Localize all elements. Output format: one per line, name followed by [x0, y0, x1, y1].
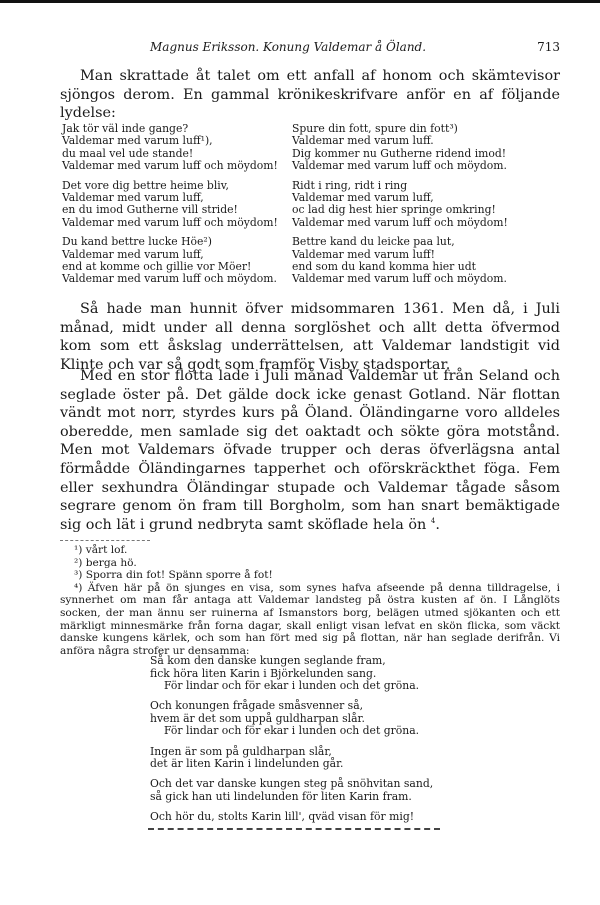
song-refrain: För lindar och för ekar i lunden och det gröna.	[164, 679, 420, 693]
verse-line: Dig kommer nu Gutherne ridend imod!	[292, 146, 507, 160]
verse-line: Jak tör väl inde gange?	[62, 122, 189, 135]
verse-column-right	[292, 123, 562, 293]
song-line: hvem är det som uppå guldharpan slår.	[150, 711, 365, 725]
verse-line: Valdemar med varum luff,	[62, 247, 204, 261]
song-line: fick höra liten Karin i Björkelunden sang.	[150, 666, 377, 680]
verse-line: end som du kand komma hier udt	[292, 260, 476, 274]
song-line: Och konungen frågade småsvenner så,	[150, 699, 364, 713]
verse-line: du maal vel ude stande!	[62, 146, 194, 160]
song-line: Så kom den danske kungen seglande fram,	[150, 654, 386, 667]
verse-line: Valdemar med varum luff,	[62, 191, 204, 205]
verse-line: Bettre kand du leicke paa lut,	[292, 235, 455, 249]
song-line: det är liten Karin i lindelunden går.	[150, 757, 344, 771]
footnote-1: ¹) vårt lof.	[74, 544, 128, 556]
song-line: Ingen är som på guldharpan slår,	[150, 744, 332, 758]
song-line: Och hör du, stolts Karin lill', qväd visan för mig!	[150, 809, 415, 823]
running-title: Magnus Eriksson. Konung Valdemar å Öland.	[150, 40, 427, 54]
song-stanza	[150, 655, 490, 693]
verse-line: Valdemar med varum luff¹),	[62, 134, 213, 148]
paragraph-fleet-text: Med en stor flotta lade i Juli månad Valdemar ut från Seland och seglade öster på. Det gälde dock icke genast Gotland. När flottan vändt mot norr, styrdes kurs på Öland. Öländingarne voro alldeles oberedde, men samlade sig det oaktadt och sökte göra motstånd. Men mot Valdemars öfvade trupper och deras öfverlägsna antal förmådde Öländingarnes tapperhet och oförskräckthet föga. Fem eller sexhundra Öländingar stupade och Valdemar tågade såsom segrare genom ön fram till Borgholm, som han snart bemäktigade sig och lät i grund nedbryta samt sköflade hela ön	[60, 368, 560, 533]
verse-line: Valdemar med varum luff!	[292, 247, 435, 261]
paragraph-midsummer: Så hade man hunnit öfver midsommaren 1361. Men då, i Juli månad, midt under all denna sorglöshet och allt detta öfvermod kom som ett åskslag underrättelsen, att Valdemar landstigit vid Klinte och var så godt som framför Visby stadsportar.	[60, 301, 560, 373]
song-stanza	[150, 778, 490, 803]
top-rule	[0, 0, 600, 3]
verse-line: end at komme och gillie vor Möer!	[62, 260, 252, 274]
verse-line: Du kand bettre lucke Höe²)	[62, 235, 212, 249]
folk-song	[150, 655, 490, 831]
song-line: så gick han uti lindelunden för liten Karin fram.	[150, 789, 412, 803]
verse-line: Ridt i ring, ridt i ring	[292, 178, 408, 192]
verse-stanza	[292, 236, 562, 286]
verse-line: Valdemar med varum luff och möydom!	[62, 215, 278, 229]
verse-line: Valdemar med varum luff.	[292, 134, 434, 148]
footnote-2: ²) berga hö.	[74, 556, 137, 569]
song-stanza	[150, 811, 490, 824]
verse-line: Valdemar med varum luff och möydom.	[62, 272, 277, 286]
footnotes	[60, 544, 560, 657]
end-dashes	[148, 828, 440, 832]
verse-line: Valdemar med varum luff och möydom.	[292, 272, 507, 286]
paragraph-fleet-end: .	[435, 516, 440, 533]
verse-line: Valdemar med varum luff,	[292, 191, 434, 205]
verse-line: Spure din fott, spure din fott³)	[292, 122, 458, 135]
footnote-4: ⁴) Äfven här på ön sjunges en visa, som synes hafva afseende på denna tilldragelse, i synnerhet om man får antaga att Valdemar landsteg på östra kusten af ön. I Långlöts socken, der man ännu ser ruinerna af Ismanstors borg, belägen utmed sjökanten och ett märkligt minnesmärke från forna dagar, skall enligt visan lefvat en skön flicka, som väckt danske kungens kärlek, och som han fört med sig på flottan, när han seglade derifrån. Vi anföra några strofer ur densamma:	[60, 581, 560, 657]
verse-stanza	[292, 180, 562, 230]
song-stanza	[150, 746, 490, 771]
song-stanza	[150, 700, 490, 738]
verse-line: en du imod Gutherne vill stride!	[62, 203, 238, 217]
paragraph-intro: Man skrattade åt talet om ett anfall af honom och skämtevisor sjöngos derom. En gammal krönikeskrifvare anför en af följande lydelse:	[60, 68, 560, 122]
song-line: Och det var danske kungen steg på snöhvitan sand,	[150, 777, 434, 791]
verse-line: Valdemar med varum luff och möydom.	[292, 159, 507, 173]
footnote-ref: 4	[430, 516, 436, 525]
page-header	[60, 40, 560, 56]
verse-line: Valdemar med varum luff och möydom!	[62, 159, 278, 173]
verse-line: Det vore dig bettre heime bliv,	[62, 178, 229, 192]
verse-stanza	[292, 123, 562, 173]
page-number: 713	[537, 40, 560, 54]
verse-line: oc lad dig hest hier springe omkring!	[292, 203, 496, 217]
song-refrain: För lindar och för ekar i lunden och det gröna.	[164, 724, 420, 738]
footnote-3: ³) Sporra din fot! Spänn sporre å fot!	[74, 569, 273, 582]
paragraph-fleet	[60, 367, 560, 534]
footnote-separator	[60, 540, 150, 541]
verse-line: Valdemar med varum luff och möydom!	[292, 215, 508, 229]
